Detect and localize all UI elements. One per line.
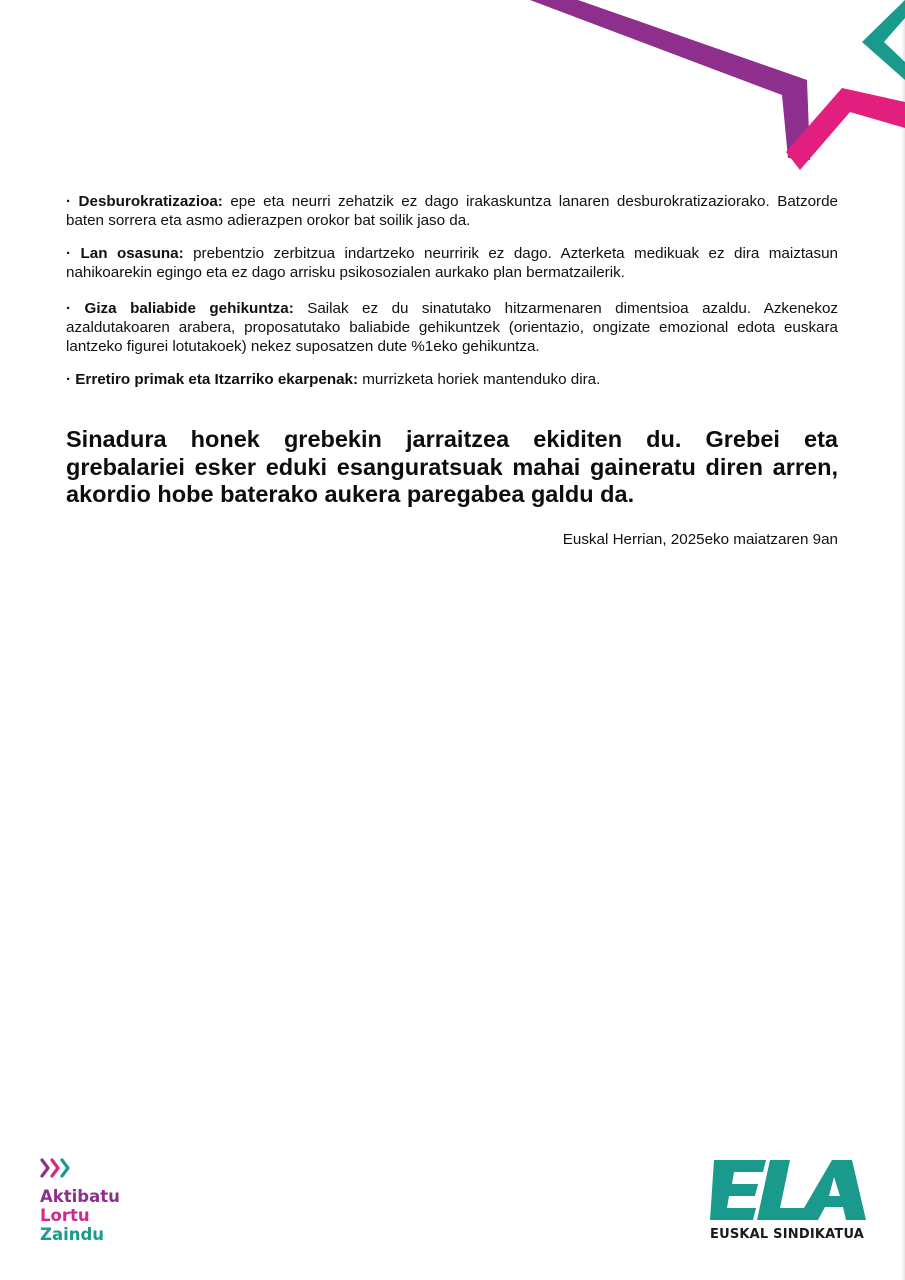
paragraph-lead: · Giza baliabide gehikuntza: xyxy=(66,300,294,317)
paragraph-giza-baliabide xyxy=(66,299,838,356)
paragraph-lead: · Desburokratizazioa: xyxy=(66,193,223,210)
corner-ribbon-decoration xyxy=(0,0,905,180)
ela-logo-mark xyxy=(710,1160,868,1222)
dateline: Euskal Herrian, 2025eko maiatzaren 9an xyxy=(562,530,838,548)
slogan-lortu: Lortu xyxy=(40,1206,90,1225)
paragraph-erretiro-primak xyxy=(66,370,838,389)
paragraph-text: murrizketa horiek mantenduko dira. xyxy=(358,371,601,388)
closing-statement: Sinadura honek grebekin jarraitzea ekiditen du. Grebei eta grebalariei esker eduki esanguratsuak mahai gaineratu diren arren, akordio hobe baterako aukera paregabea galdu da. xyxy=(66,426,838,507)
triple-chevron-icon xyxy=(40,1157,74,1179)
paragraph-text: Sailak ez du sinatutako hitzarmenaren dimentsioa azaldu. Azkenekoz azaldutakoaren arabera, proposatutako baliabide gehikuntzek (orientazio, ongizate emozional edota euskara lantzeko figurei lotutakoek) nekez suposatzen dute %1eko gehikuntza. xyxy=(66,300,838,355)
paragraph-text: prebentzio zerbitzua indartzeko neurririk ez dago. Azterketa medikuak ez dira maiztasun nahikoarekin egingo eta ez dago arrisku psikosozialen aurkako plan bermatzailerik. xyxy=(66,245,838,281)
page-edge-shadow xyxy=(901,0,905,1280)
ela-subtitle: EUSKAL SINDIKATUA xyxy=(710,1227,865,1242)
slogan-aktibatu: Aktibatu xyxy=(40,1187,120,1206)
paragraph-desburokratizazioa xyxy=(66,192,838,230)
paragraph-lead: · Erretiro primak eta Itzarriko ekarpenak: xyxy=(66,371,359,388)
slogan-block xyxy=(40,1157,160,1244)
paragraph-text: epe eta neurri zehatzik ez dago irakaskuntza lanaren desburokratizaziorako. Batzorde baten sorrera eta asmo adierazpen orokor bat soilik jaso da. xyxy=(66,193,838,229)
slogan-zaindu: Zaindu xyxy=(40,1225,105,1244)
paragraph-lead: · Lan osasuna: xyxy=(66,245,184,262)
ela-logo xyxy=(710,1160,870,1242)
paragraph-lan-osasuna xyxy=(66,244,838,282)
document-body xyxy=(66,192,838,548)
